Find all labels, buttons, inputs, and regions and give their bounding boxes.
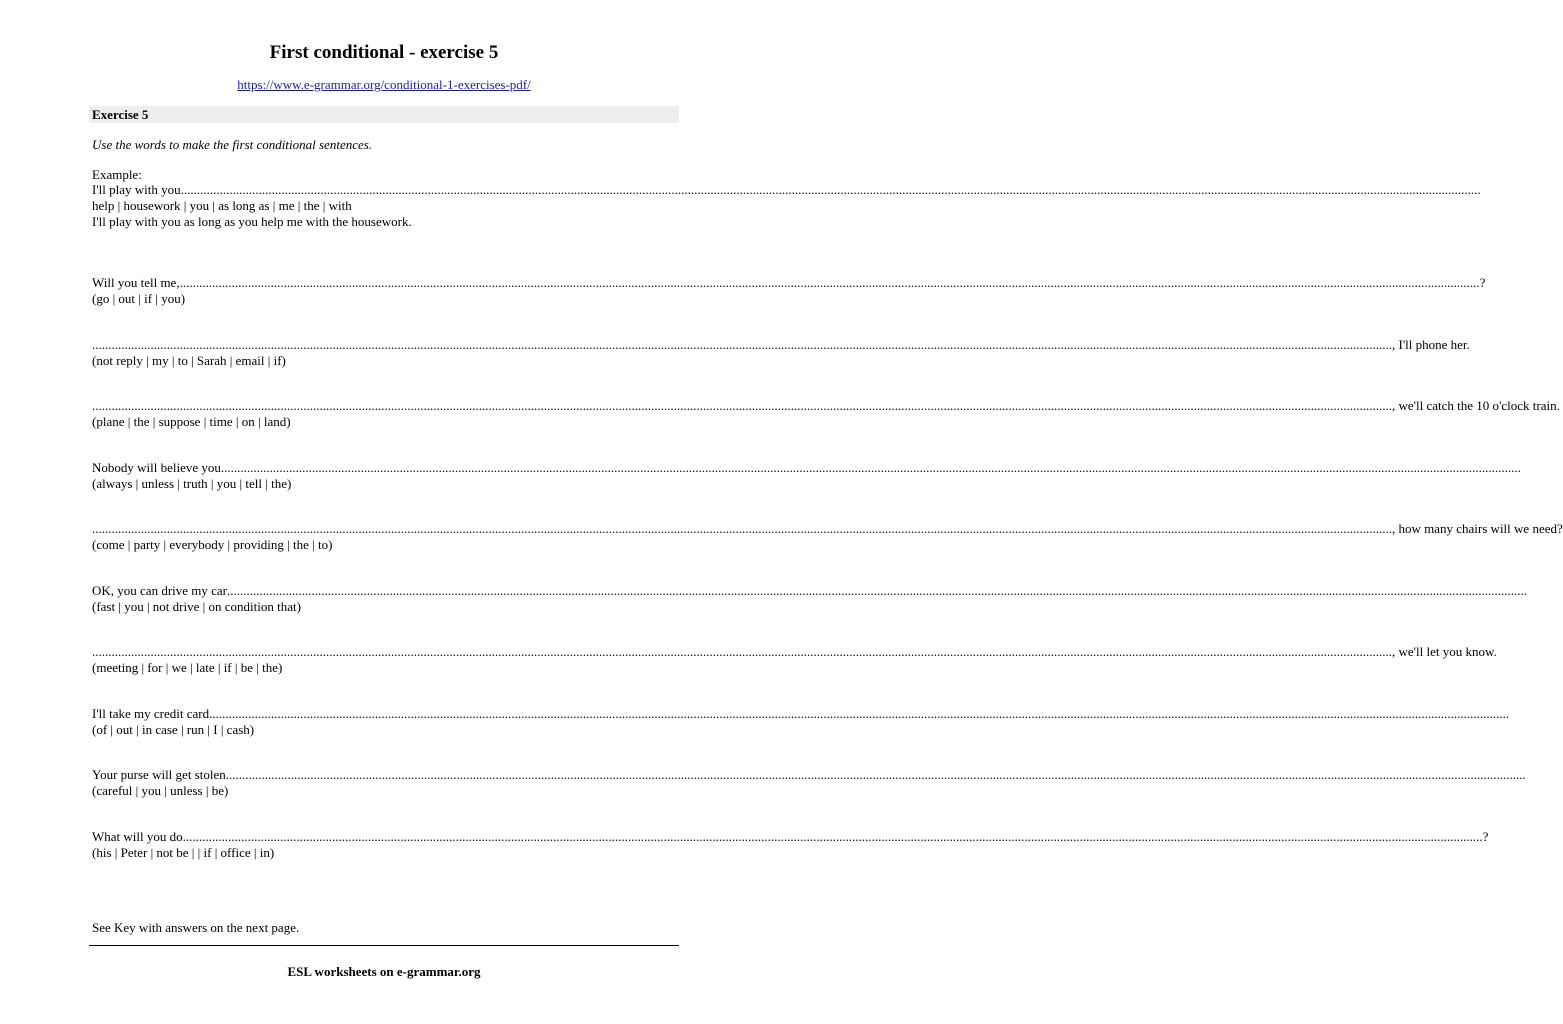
sentence-start: What will you do <box>92 829 183 844</box>
sentence-start: I'll take my credit card <box>92 706 210 721</box>
example-prompt: I'll play with you <box>92 182 181 197</box>
word-prompt: (meeting | for | we | late | if | be | the) <box>92 660 283 675</box>
example-prompt-line <box>92 182 1481 198</box>
exercise-sentence <box>92 583 1528 599</box>
answer-blank[interactable]: ................................................................................................................................................................................................................................................................................................................................................................................................................ <box>220 460 1521 475</box>
answer-blank[interactable]: ................................................................................................................................................................................................................................................................................................................................................................................................................ <box>225 767 1526 782</box>
word-prompt: (come | party | everybody | providing | the | to) <box>92 537 333 552</box>
answer-blank[interactable]: ................................................................................................................................................................................................................................................................................................................................................................................................................ <box>92 398 1392 413</box>
word-prompt: (not reply | my | to | Sarah | email | if) <box>92 353 286 368</box>
example-label: Example: <box>92 167 142 182</box>
word-prompt: (careful | you | unless | be) <box>92 783 229 798</box>
sentence-start: OK, you can drive my car <box>92 583 228 598</box>
exercise-sentence <box>92 337 1470 353</box>
word-prompt: (of | out | in case | run | I | cash) <box>92 722 255 737</box>
exercise-sentence <box>92 398 1560 414</box>
answer-blank[interactable]: ................................................................................................................................................................................................................................................................................................................................................................................................................ <box>179 275 1480 290</box>
answer-blank[interactable]: ................................................................................................................................................................................................................................................................................................................................................................................................................ <box>92 521 1392 536</box>
sentence-end: , we'll catch the 10 o'clock train. <box>1392 398 1560 413</box>
answer-blank[interactable]: ................................................................................................................................................................................................................................................................................................................................................................................................................ <box>227 583 1528 598</box>
sentence-start: Will you tell me, <box>92 275 180 290</box>
exercise-sentence <box>92 829 1489 845</box>
example-words: help | housework | you | as long as | me | the | with <box>92 198 352 213</box>
word-prompt: (his | Peter | not be | | if | office | in) <box>92 845 275 860</box>
page-title: First conditional - exercise 5 <box>269 42 499 63</box>
footer-divider <box>89 945 679 946</box>
exercise-sentence <box>92 460 1521 476</box>
sentence-end: ? <box>1479 275 1486 290</box>
answer-blank[interactable]: ................................................................................................................................................................................................................................................................................................................................................................................................................ <box>209 706 1510 721</box>
exercise-sentence <box>92 275 1486 291</box>
exercise-sentence <box>92 521 1563 537</box>
example-answer: I'll play with you as long as you help me with the housework. <box>92 214 412 229</box>
exercise-sentence <box>92 706 1510 722</box>
sentence-end: , how many chairs will we need? <box>1392 521 1563 536</box>
answer-blank[interactable]: ................................................................................................................................................................................................................................................................................................................................................................................................................ <box>92 337 1392 352</box>
sentence-end: ? <box>1482 829 1489 844</box>
word-prompt: (fast | you | not drive | on condition that) <box>92 599 301 614</box>
exercise-instruction: Use the words to make the first conditional sentences. <box>92 137 373 152</box>
source-link[interactable]: https://www.e-grammar.org/conditional-1-exercises-pdf/ <box>237 77 531 92</box>
word-prompt: (always | unless | truth | you | tell | the) <box>92 476 292 491</box>
footer-text: ESL worksheets on e-grammar.org <box>287 964 481 979</box>
sentence-start: Your purse will get stolen <box>92 767 226 782</box>
sentence-end: , we'll let you know. <box>1392 644 1497 659</box>
word-prompt: (plane | the | suppose | time | on | land) <box>92 414 291 429</box>
exercise-heading: Exercise 5 <box>89 106 679 123</box>
answer-blank[interactable]: ................................................................................................................................................................................................................................................................................................................................................................................................................ <box>92 644 1392 659</box>
answer-blank[interactable]: ................................................................................................................................................................................................................................................................................................................................................................................................................ <box>182 829 1483 844</box>
sentence-end: , I'll phone her. <box>1392 337 1470 352</box>
exercise-sentence <box>92 644 1497 660</box>
answer-key-note: See Key with answers on the next page. <box>92 920 300 935</box>
answer-blank[interactable]: ................................................................................................................................................................................................................................................................................................................................................................................................................ <box>180 182 1481 197</box>
word-prompt: (go | out | if | you) <box>92 291 186 306</box>
exercise-sentence <box>92 767 1526 783</box>
sentence-start: Nobody will believe you <box>92 460 221 475</box>
